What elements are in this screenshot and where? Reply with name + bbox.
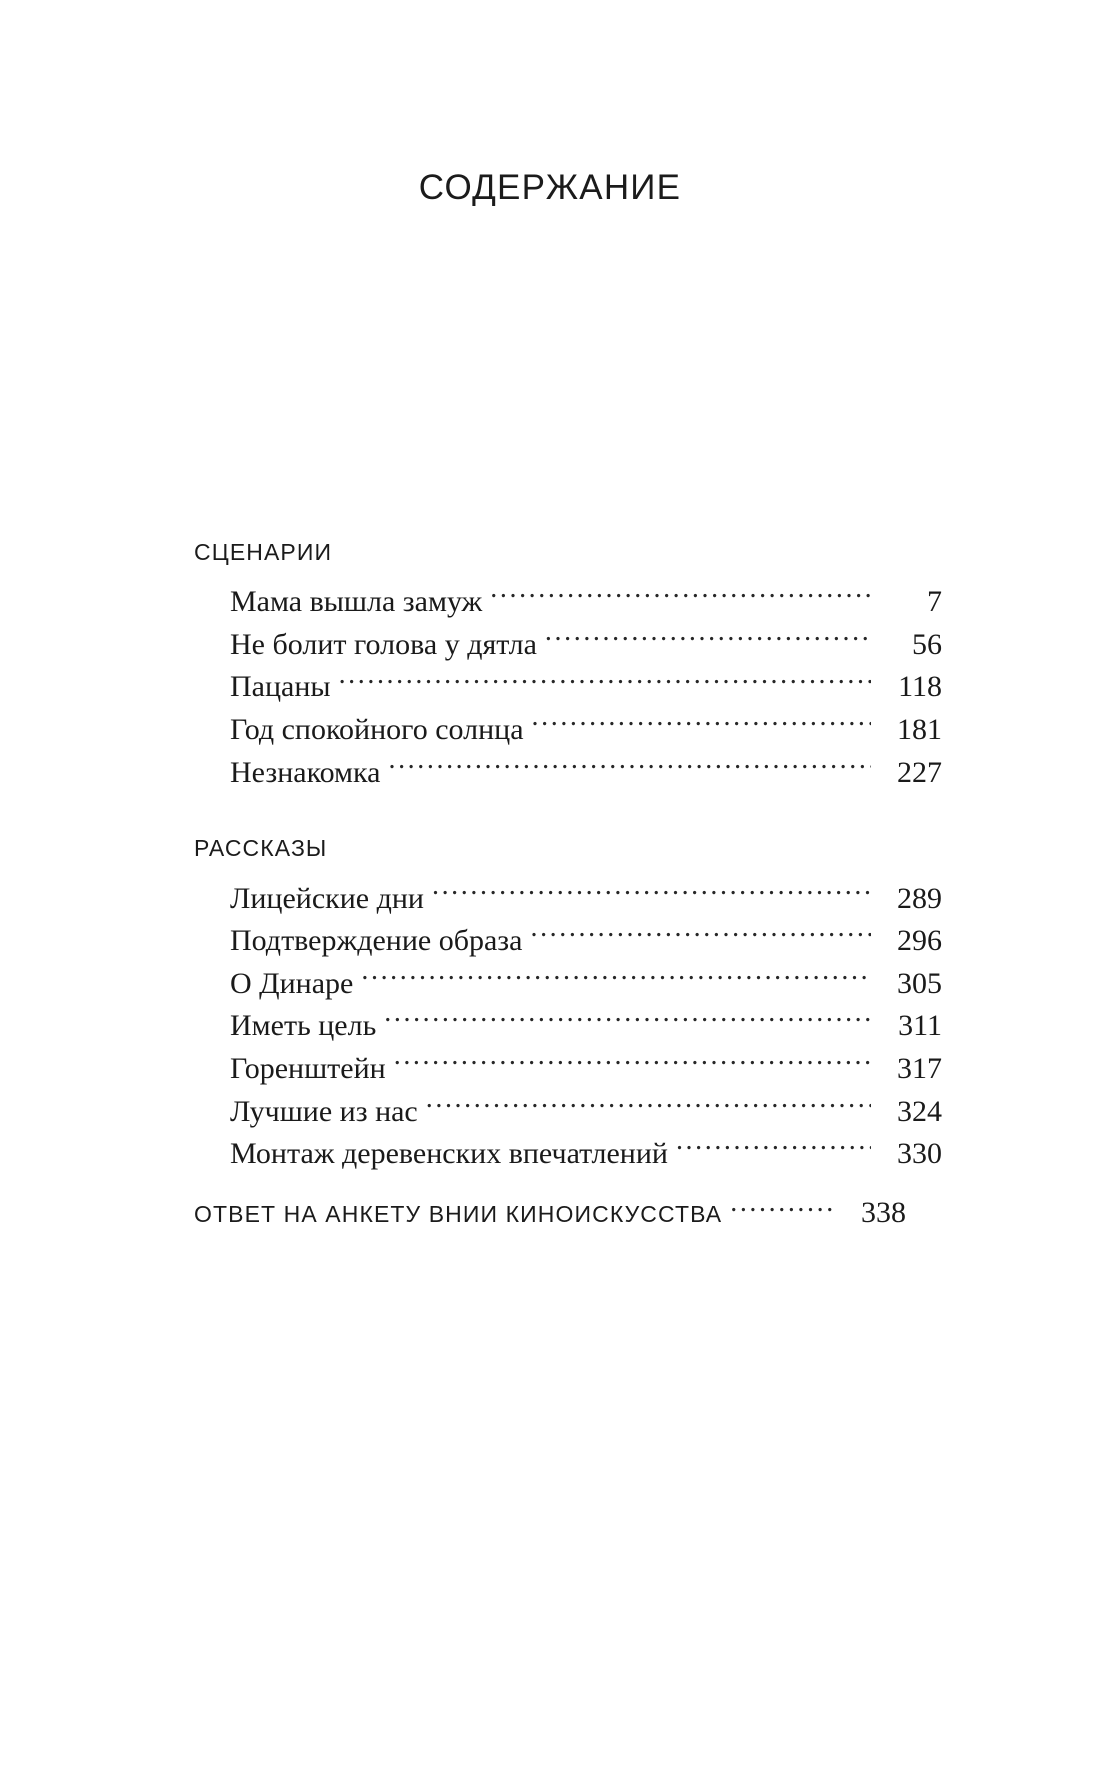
toc-entry-title: Иметь цель [230,1009,377,1043]
toc-entry-title: О Динаре [230,966,354,1000]
toc-entry-page: 338 [861,1196,906,1229]
dot-leader [545,624,871,654]
toc-entry-title: Пацаны [230,670,331,704]
section-heading-scenarii: СЦЕНАРИИ [194,539,333,565]
toc-entry[interactable] [230,752,942,795]
toc-entry-title: Лучшие из нас [230,1094,418,1128]
toc-entry-title: Год спокойного солнца [230,713,524,747]
dot-leader [384,1005,871,1035]
toc-entry[interactable] [230,1048,942,1091]
toc-entry[interactable] [230,963,942,1006]
toc-entry-title: ОТВЕТ НА АНКЕТУ ВНИИ КИНОИСКУССТВА [194,1201,723,1227]
toc-body [194,539,942,1176]
toc-entry[interactable] [230,709,942,752]
dot-leader [388,752,871,782]
dot-leader [730,1206,835,1222]
dot-leader [339,666,871,696]
toc-entry[interactable] [230,1133,942,1176]
toc-entry-page: 305 [897,966,942,1000]
toc-entry-title: Незнакомка [230,755,381,789]
toc-entry-page: 317 [897,1051,942,1085]
toc-entry-page: 296 [897,924,942,958]
toc-entry-page: 330 [897,1137,942,1171]
dot-leader [426,1091,871,1121]
dot-leader [432,878,871,908]
toc-entry[interactable] [230,624,942,667]
toc-entry-title: Мама вышла замуж [230,585,483,619]
toc-entry-title: Горенштейн [230,1051,386,1085]
toc-entry-page: 56 [912,627,942,661]
toc-entry[interactable] [230,920,942,963]
dot-leader [532,709,871,739]
toc-entry-title: Лицейские дни [230,881,424,915]
toc-entry-page: 324 [897,1094,942,1128]
toc-entry-page: 118 [898,670,942,704]
dot-leader [394,1048,871,1078]
toc-entry[interactable] [230,581,942,624]
toc-entry-title: Монтаж деревенских впечатлений [230,1137,668,1171]
toc-entry-list-scenarii [194,581,942,794]
toc-entry-page: 7 [927,585,942,619]
toc-entry-page: 289 [897,881,942,915]
toc-entry[interactable] [230,1091,942,1134]
toc-entry[interactable] [230,666,942,709]
toc-entry[interactable] [230,1005,942,1048]
page-title: СОДЕРЖАНИЕ [418,168,682,207]
dot-leader [676,1133,871,1163]
dot-leader [530,920,871,950]
toc-entry-final[interactable] [194,1196,906,1230]
toc-entry-list-rasskazy [194,878,942,1176]
toc-entry-page: 311 [898,1009,942,1043]
toc-entry[interactable] [230,878,942,921]
toc-entry-title: Не болит голова у дятла [230,627,537,661]
section-heading-rasskazy: РАССКАЗЫ [194,835,328,862]
toc-entry-page: 181 [897,713,942,747]
dot-leader [490,581,871,611]
toc-entry-title: Подтверждение образа [230,924,523,958]
dot-leader [361,963,871,993]
toc-entry-page: 227 [897,755,942,789]
